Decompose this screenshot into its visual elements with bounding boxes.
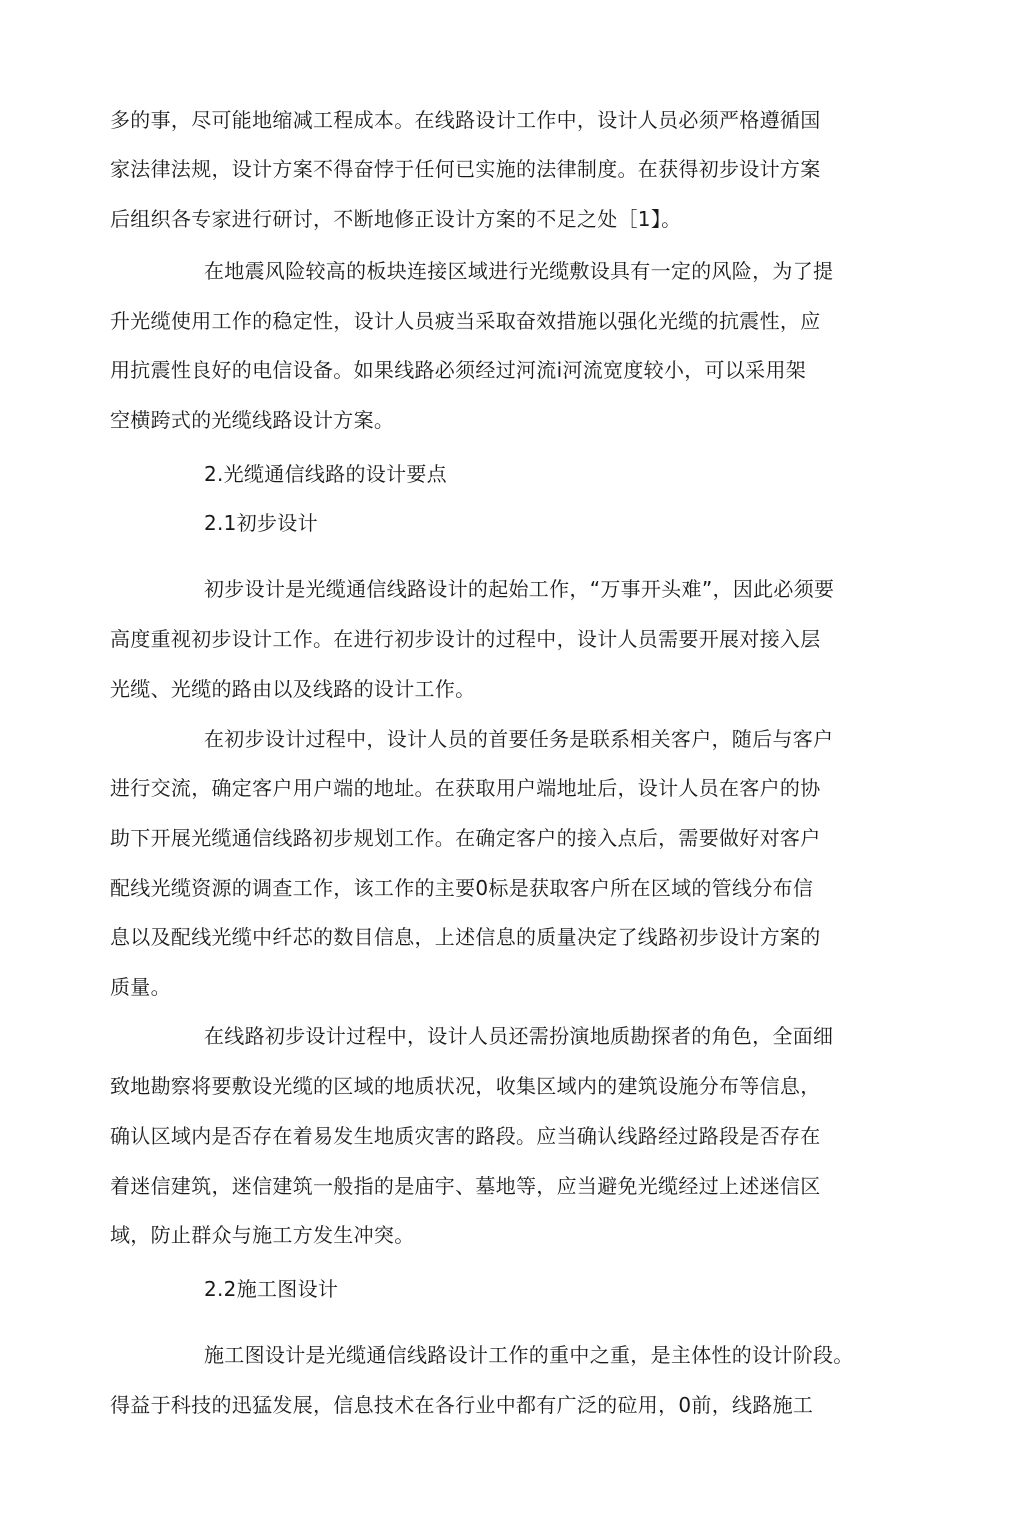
text-line: 初步设计是光缆通信线路设计的起始工作，“万事开头难”，因此必须要 <box>204 577 835 601</box>
text-line: 高度重视初步设计工作。在进行初步设计的过程中，设计人员需要开展对接入层 <box>110 627 821 651</box>
text-line: 后组织各专家进行研讨，不断地修正设计方案的不足之处［1】。 <box>110 207 682 231</box>
subsection-heading: 2.2施工图设计 <box>204 1277 339 1301</box>
text-line: 光缆、光缆的路由以及线路的设计工作。 <box>110 677 476 701</box>
text-line: 升光缆使用工作的稳定性，设计人员疲当采取奋效措施以强化光缆的抗震性，应 <box>110 309 821 333</box>
text-line: 配线光缆资源的调查工作，该工作的主要0标是获取客户所在区域的管线分布信 <box>110 876 814 900</box>
subsection-heading: 2.1初步设计 <box>204 511 318 535</box>
text-line: 得益于科技的迅猛发展，信息技术在各行业中都有广泛的砬用，0前，线路施工 <box>110 1393 814 1417</box>
text-line: 质量。 <box>110 975 171 999</box>
text-line: 在初步设计过程中，设计人员的首要任务是联系相关客户，随后与客户 <box>204 727 834 751</box>
text-line: 家法律法规，设计方案不得奋悖于任何已实施的法律制度。在获得初步设计方案 <box>110 157 821 181</box>
text-line: 施工图设计是光缆通信线路设计工作的重中之重，是主体性的设计阶段。 <box>204 1343 854 1367</box>
text-line: 空横跨式的光缆线路设计方案。 <box>110 408 395 432</box>
text-line: 助下开展光缆通信线路初步规划工作。在确定客户的接入点后，需要做好对客户 <box>110 826 821 850</box>
text-line: 确认区域内是否存在着易发生地质灾害的路段。应当确认线路经过路段是否存在 <box>110 1124 821 1148</box>
text-line: 着迷信建筑，迷信建筑一般指的是庙宇、墓地等，应当避免光缆经过上述迷信区 <box>110 1174 821 1198</box>
text-line: 域，防止群众与施工方发生冲突。 <box>110 1223 415 1247</box>
section-heading: 2.光缆通信线路的设计要点 <box>204 462 447 486</box>
text-line: 在线路初步设计过程中，设计人员还需扮演地质勘探者的角色，全面细 <box>204 1024 834 1048</box>
text-line: 多的事，尽可能地缩减工程成本。在线路设计工作中，设计人员必须严格遵循国 <box>110 108 821 132</box>
text-line: 在地震风险较高的板块连接区域进行光缆敷设具有一定的风险，为了提 <box>204 259 834 283</box>
text-line: 进行交流，确定客户用户端的地址。在获取用户端地址后，设计人员在客户的协 <box>110 776 821 800</box>
text-line: 致地勘察将要敷设光缆的区域的地质状况，收集区域内的建筑设施分布等信息， <box>110 1074 821 1098</box>
text-line: 息以及配线光缆中纤芯的数目信息，上述信息的质量决定了线路初步设计方案的 <box>110 925 821 949</box>
text-line: 用抗震性良好的电信设备。如果线路必须经过河流i河流宽度较小，可以采用架 <box>110 358 807 382</box>
